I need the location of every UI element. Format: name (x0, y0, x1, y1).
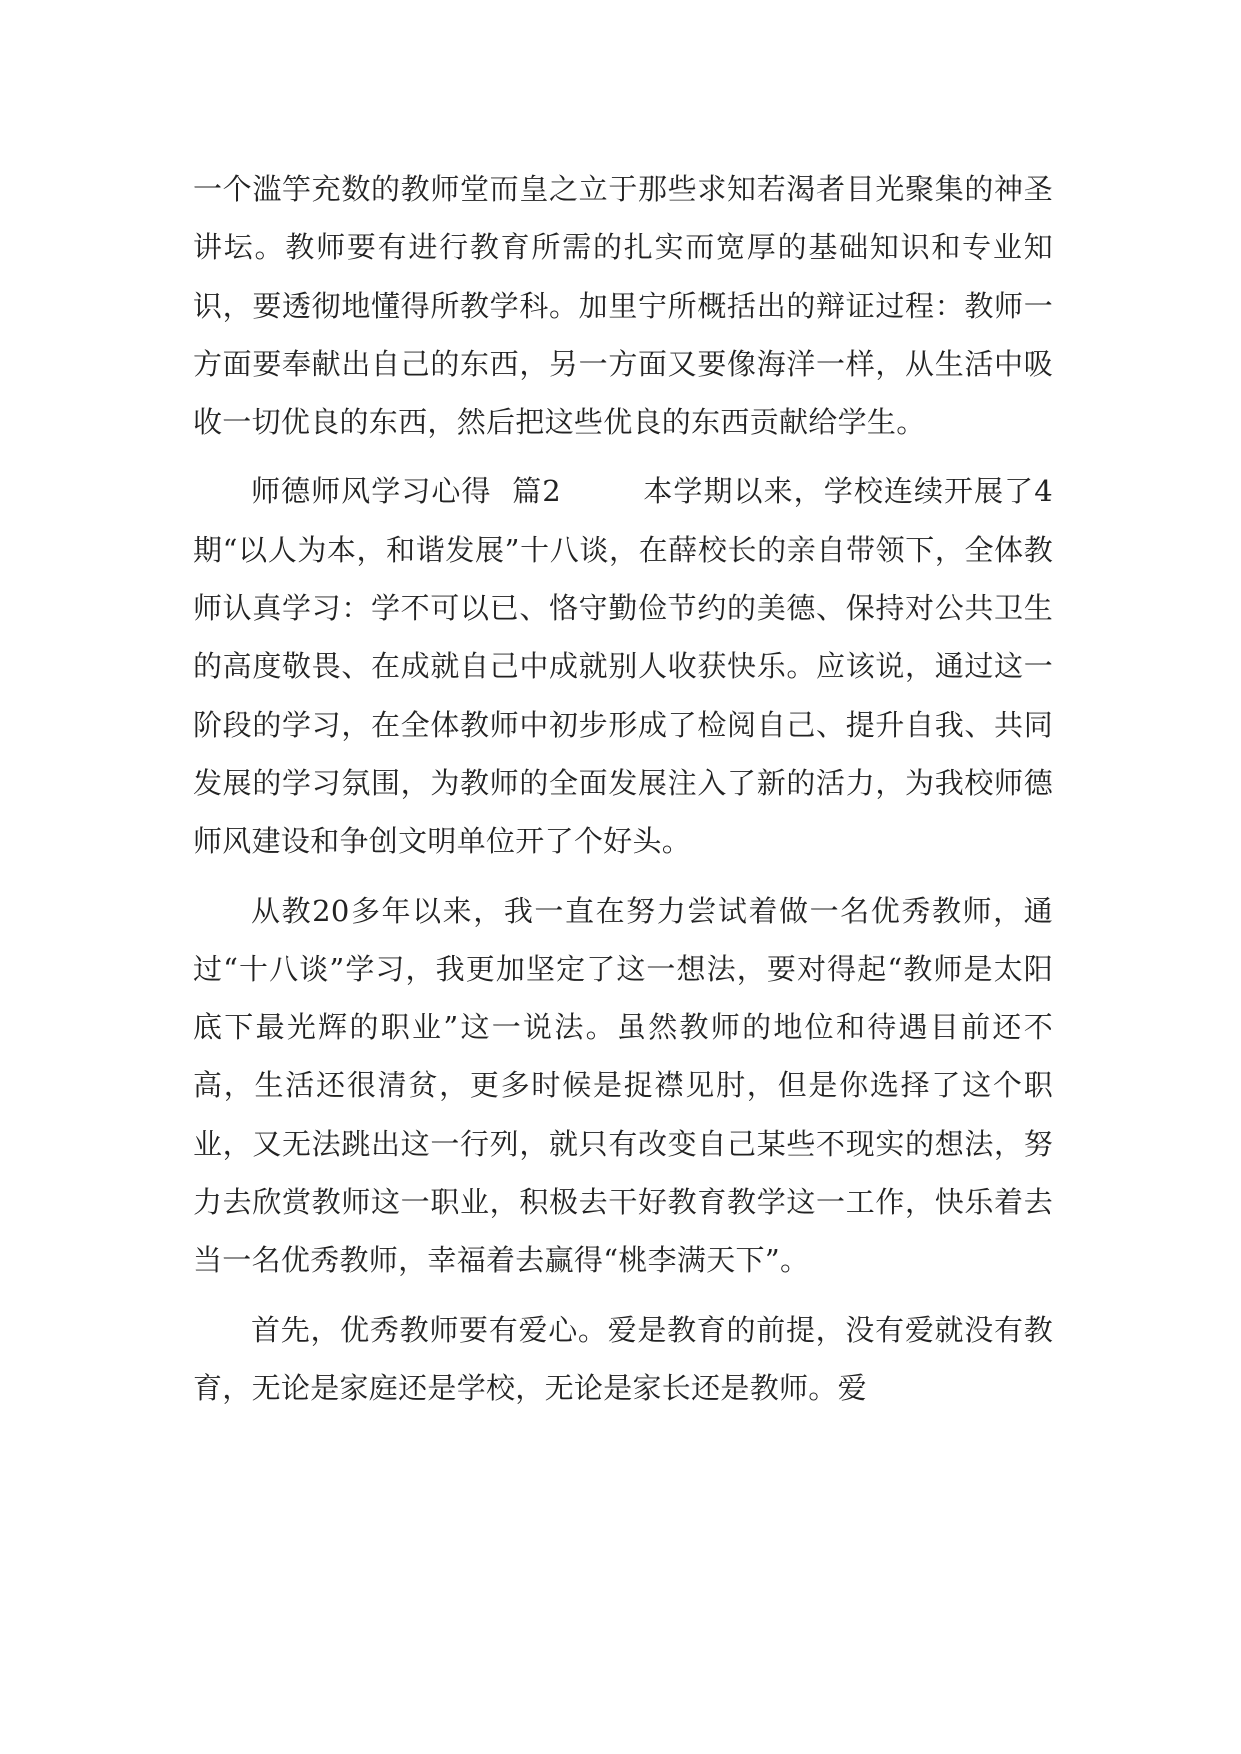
paragraph-2-text: 本学期以来，学校连续开展了4期“以人为本，和谐发展”十八谈，在薛校长的亲自带领下，全体教师认真学习：学不可以已、恪守勤俭节约的美德、保持对公共卫生的高度敬畏、在成就自己中成就别人收获快乐。应该说，通过这一阶段的学习，在全体教师中初步形成了检阅自己、提升自我、共同发展的学习氛围，为教师的全面发展注入了新的活力，为我校师德师风建设和争创文明单位开了个好头。 (193, 474, 1053, 859)
paragraph-2 (193, 462, 1053, 870)
paragraph-4: 首先，优秀教师要有爱心。爱是教育的前提，没有爱就没有教育，无论是家庭还是学校，无论是家长还是教师。爱 (193, 1312, 1053, 1405)
paragraph-1: 一个滥竽充数的教师堂而皇之立于那些求知若渴者目光聚集的神圣讲坛。教师要有进行教育所需的扎实而宽厚的基础知识和专业知识，要透彻地懂得所教学科。加里宁所概括出的辩证过程：教师一方面要奉献出自己的东西，另一方面又要像海洋一样，从生活中吸收一切优良的东西，然后把这些优良的东西贡献给学生。 (193, 172, 1053, 440)
section-heading: 师德师风学习心得 篇2 (251, 474, 561, 509)
document-body (193, 160, 1053, 1417)
heading-gap (561, 474, 643, 508)
paragraph-3: 从教20多年以来，我一直在努力尝试着做一名优秀教师，通过“十八谈”学习，我更加坚定了这一想法，要对得起“教师是太阳底下最光辉的职业”这一说法。虽然教师的地位和待遇目前还不高，生活还很清贫，更多时候是捉襟见肘，但是你选择了这个职业，又无法跳出这一行列，就只有改变自己某些不现实的想法，努力去欣赏教师这一职业，积极去干好教育教学这一工作，快乐着去当一名优秀教师，幸福着去赢得“桃李满天下”。 (193, 893, 1053, 1278)
